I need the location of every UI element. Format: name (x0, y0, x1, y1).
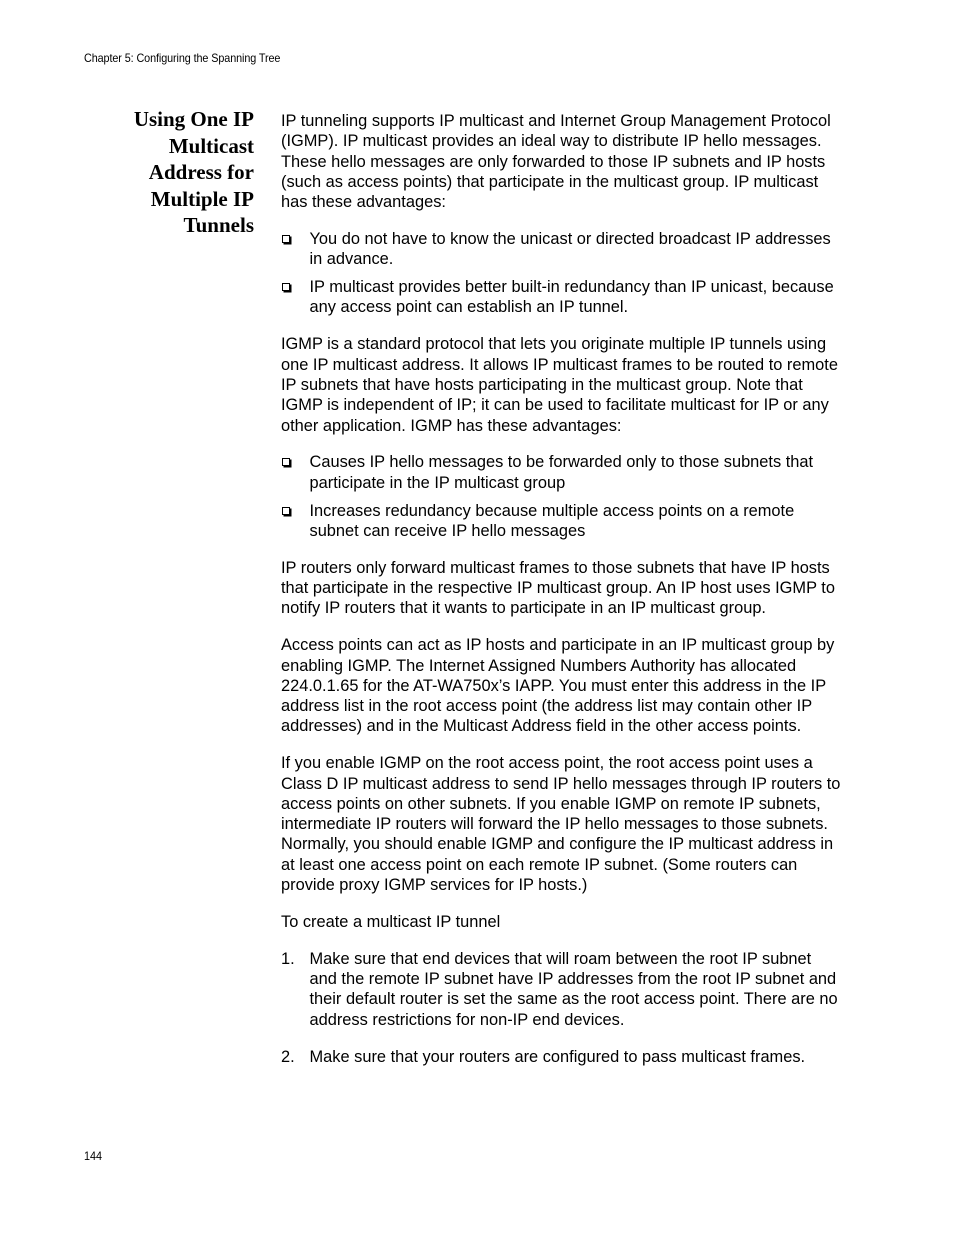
list-item-text: You do not have to know the unicast or directed broadcast IP addresses in advance. (309, 230, 831, 269)
list-item (281, 452, 843, 493)
heading-line: Tunnels (183, 213, 254, 237)
routers-paragraph: IP routers only forward multicast frames to those subnets that have IP hosts that participate in the respective IP multicast group. An IP host uses IGMP to notify IP routers that it wants to participate in an IP multicast group. (281, 558, 835, 618)
section-heading (84, 106, 254, 239)
checkbox-bullet-icon (282, 458, 290, 466)
list-item (281, 501, 843, 542)
step-number: 2. (281, 1048, 295, 1067)
body-column (281, 111, 843, 1084)
heading-line: Using One IP (133, 107, 254, 131)
checkbox-bullet-icon (282, 507, 290, 515)
enable-igmp-paragraph: If you enable IGMP on the root access point, the root access point uses a Class D IP multicast address to send IP hello messages through IP routers to access points on other subnets. If you enable IGMP on remote IP subnets, intermediate IP routers will forward the IP hello messages to those subnets. Normally, you should enable IGMP and configure the IP multicast address in at least one access point on each remote IP subnet. (Some routers can provide proxy IGMP services for IP hosts.) (281, 754, 841, 895)
step-text: Make sure that end devices that will roam between the root IP subnet and the remote IP subnet have IP addresses from the root IP subnet and their default router is set the same as the root access point. There are no address restrictions for non-IP end devices. (309, 949, 838, 1029)
multicast-advantages-list (281, 229, 843, 318)
access-points-paragraph: Access points can act as IP hosts and participate in an IP multicast group by enabling IGMP. The Internet Assigned Numbers Authority has allocated 224.0.1.65 for the AT-WA750x’s IAPP. You must enter this address in the IP address list in the root access point (the address list may contain other IP addresses) and in the Multicast Address field in the other access points. (281, 636, 835, 736)
checkbox-bullet-icon (282, 235, 290, 243)
igmp-advantages-list (281, 452, 843, 541)
igmp-intro-paragraph: IGMP is a standard protocol that lets you originate multiple IP tunnels using one IP multicast address. It allows IP multicast frames to be routed to remote IP subnets that have hosts participating in the multicast group. Note that IGMP is independent of IP; it can be used to facilitate multicast for IP or any other application. IGMP has these advantages: (281, 335, 838, 435)
heading-line: Multiple IP (150, 186, 254, 211)
list-item-text: IP multicast provides better built-in redundancy than IP unicast, because any access point can establish an IP tunnel. (309, 278, 834, 317)
intro-paragraph: IP tunneling supports IP multicast and Internet Group Management Protocol (IGMP). IP multicast provides an ideal way to distribute IP hello messages. These hello messages are only forwarded to those IP subnets and IP hosts (such as access points) that participate in the multicast group. IP multicast has these advantages: (281, 112, 831, 212)
list-item-text: Increases redundancy because multiple access points on a remote subnet can receive IP hello messages (309, 501, 795, 540)
step-text: Make sure that your routers are configured to pass multicast frames. (309, 1048, 806, 1067)
list-item (281, 229, 843, 270)
procedure-step (281, 1047, 843, 1067)
heading-line: Multicast (168, 133, 254, 158)
heading-line: Address for (148, 160, 254, 184)
checkbox-bullet-icon (282, 283, 290, 291)
procedure-step (281, 949, 843, 1030)
procedure-intro: To create a multicast IP tunnel (281, 912, 501, 931)
page-number: 144 (84, 1149, 103, 1163)
list-item (281, 277, 843, 318)
running-header: Chapter 5: Configuring the Spanning Tree (84, 51, 281, 65)
procedure-steps (281, 949, 843, 1067)
step-number: 1. (281, 949, 295, 968)
list-item-text: Causes IP hello messages to be forwarded only to those subnets that participate in the IP multicast group (309, 453, 814, 492)
